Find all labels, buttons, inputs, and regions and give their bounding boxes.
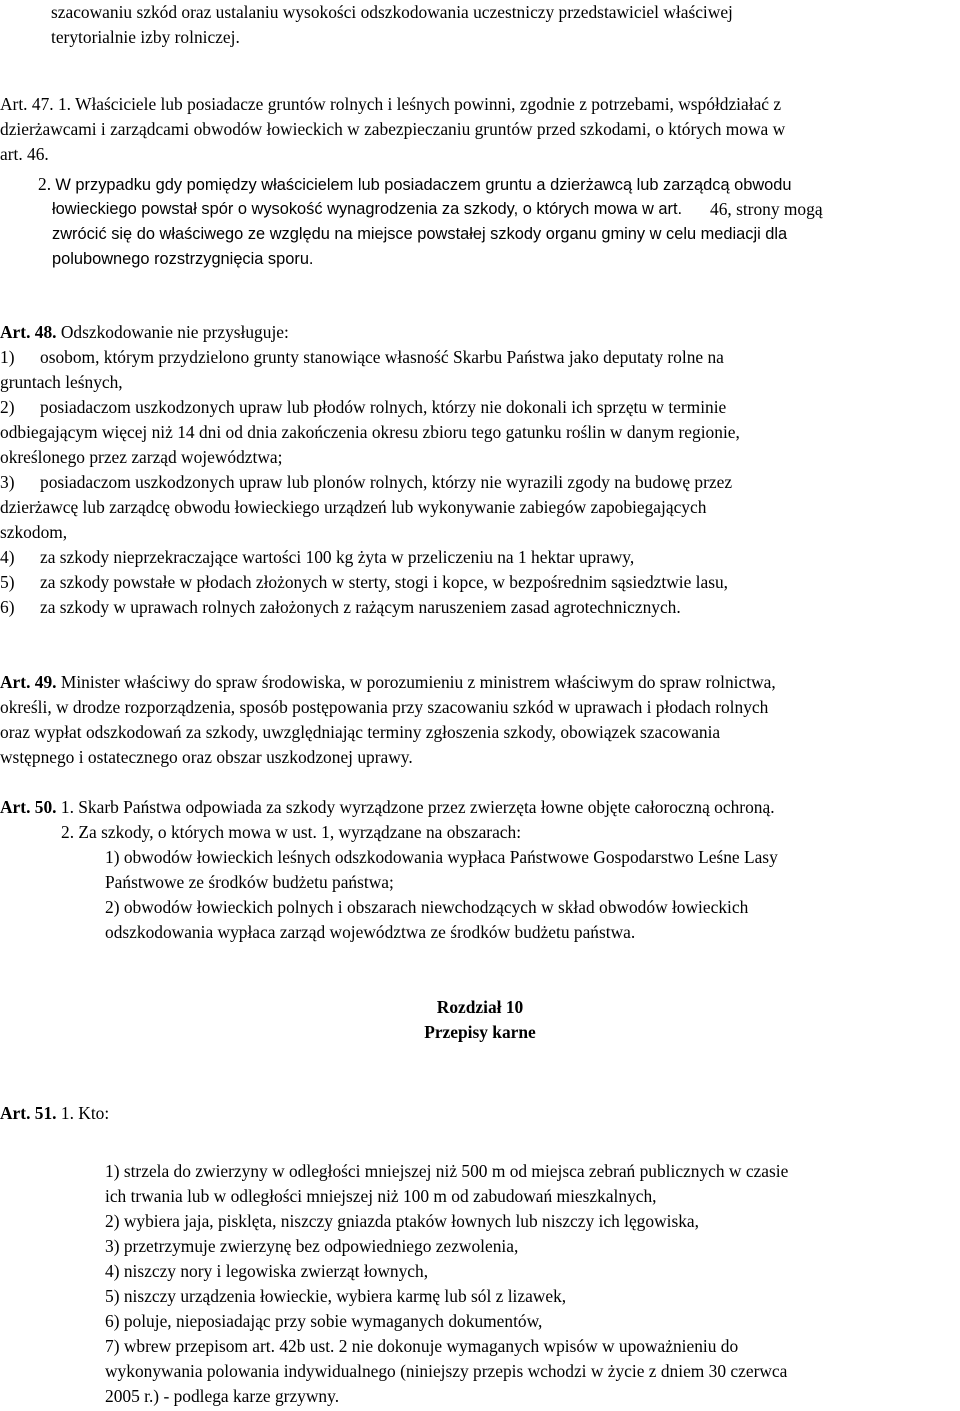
text-line: Państwowe ze środków budżetu państwa; xyxy=(105,872,394,892)
text-line: dzierżawcami i zarządcami obwodów łowieckich w zabezpieczaniu gruntów przed szkodami, o których mowa w xyxy=(0,119,786,139)
list-item: 1) osobom, którym przydzielono grunty stanowiące własność Skarbu Państwa jako deputaty rolne na xyxy=(0,347,724,367)
text-line: 46, strony mogą xyxy=(710,199,823,219)
art50-paragraph-2: 2. Za szkody, o których mowa w ust. 1, wyrządzane na obszarach: xyxy=(61,822,522,842)
text-line: wykonywania polowania indywidualnego (niniejszy przepis wchodzi w życie z dniem 30 czerwca xyxy=(105,1361,788,1381)
art50-paragraph-1: Art. 50. 1. Skarb Państwa odpowiada za szkody wyrządzone przez zwierzęta łowne objęte całoroczną ochroną. xyxy=(0,797,775,817)
list-item: 3) posiadaczom uszkodzonych upraw lub plonów rolnych, którzy nie wyrazili zgody na budowę przez xyxy=(0,472,733,492)
list-item: 6) poluje, nieposiadając przy sobie wymaganych dokumentów, xyxy=(105,1311,543,1331)
list-item: 2) wybiera jaja, pisklęta, niszczy gniazda ptaków łownych lub niszczy ich lęgowiska, xyxy=(105,1211,699,1231)
art48-intro: Art. 48. Odszkodowanie nie przysługuje: xyxy=(0,322,289,342)
list-item: 7) wbrew przepisom art. 42b ust. 2 nie dokonuje wymaganych wpisów w upoważnieniu do xyxy=(105,1336,739,1356)
art50-heading: Art. 50. xyxy=(0,797,57,817)
text-line: odbiegającym więcej niż 14 dni od dnia zakończenia okresu zbioru tego gatunku roślin w danym regionie, xyxy=(0,422,740,442)
intro-line: szacowaniu szkód oraz ustalaniu wysokości odszkodowania uczestniczy przedstawiciel właściwej xyxy=(51,2,733,22)
art47-paragraph-1: Art. 47. 1. Właściciele lub posiadacze gruntów rolnych i leśnych powinni, zgodnie z potrzebami, współdziałać z xyxy=(0,94,782,114)
art48-heading: Art. 48. xyxy=(0,322,57,342)
list-item: 5) niszczy urządzenia łowieckie, wybiera karmę lub sól z lizawek, xyxy=(105,1286,567,1306)
text-line: 2005 r.) - podlega karze grzywny. xyxy=(105,1386,340,1406)
text-line: łowieckiego powstał spór o wysokość wynagrodzenia za szkody, o których mowa w art. xyxy=(52,200,683,218)
text-line: wstępnego i ostatecznego oraz obszar uszkodzonej uprawy. xyxy=(0,747,413,767)
text-line: oraz wypłat odszkodowań za szkody, uwzględniając terminy zgłoszenia szkody, obowiązek szacowania xyxy=(0,722,721,742)
intro-line: terytorialnie izby rolniczej. xyxy=(51,27,240,47)
text-line: określi, w drodze rozporządzenia, sposób postępowania przy szacowaniu szkód w uprawach i płodach rolnych xyxy=(0,697,769,717)
art49-heading: Art. 49. xyxy=(0,672,57,692)
list-item: 6) za szkody w uprawach rolnych założonych z rażącym naruszeniem zasad agrotechnicznych. xyxy=(0,597,681,617)
text-line: odszkodowania wypłaca zarząd województwa ze środków budżetu państwa. xyxy=(105,922,636,942)
art47-heading: Art. 47. 1. xyxy=(0,94,72,114)
chapter-title: Rozdział 10 xyxy=(436,997,524,1017)
text-line: art. 46. xyxy=(0,144,49,164)
text-line: zwrócić się do właściwego ze względu na miejsce powstałej szkody organu gminy w celu mediacji dla xyxy=(52,225,788,243)
text-line: polubownego rozstrzygnięcia sporu. xyxy=(52,250,314,268)
list-item: 3) przetrzymuje zwierzynę bez odpowiedniego zezwolenia, xyxy=(105,1236,519,1256)
paragraph-number: 2. xyxy=(38,174,52,194)
list-item: 2) posiadaczom uszkodzonych upraw lub płodów rolnych, którzy nie dokonali ich sprzętu w terminie xyxy=(0,397,727,417)
list-item: 4) niszczy nory i legowiska zwierząt łownych, xyxy=(105,1261,429,1281)
text-line: określonego przez zarząd województwa; xyxy=(0,447,283,467)
text-line: ich trwania lub w odległości mniejszej niż 100 m od zabudowań mieszkalnych, xyxy=(105,1186,657,1206)
art49-paragraph: Art. 49. Minister właściwy do spraw środowiska, w porozumieniu z ministrem właściwym do spraw rolnictwa, xyxy=(0,672,776,692)
text-line: gruntach leśnych, xyxy=(0,372,123,392)
list-item: 4) za szkody nieprzekraczające wartości 100 kg żyta w przeliczeniu na 1 hektar uprawy, xyxy=(0,547,635,567)
text-line: szkodom, xyxy=(0,522,68,542)
chapter-subtitle: Przepisy karne xyxy=(424,1022,536,1042)
art51-heading: Art. 51. xyxy=(0,1103,57,1123)
art47-paragraph-2: 2. W przypadku gdy pomiędzy właścicielem lub posiadaczem gruntu a dzierżawcą lub zarządcą obwodu xyxy=(38,174,792,194)
list-item: 1) strzela do zwierzyny w odległości mniejszej niż 500 m od miejsca zebrań publicznych w czasie xyxy=(105,1161,789,1181)
list-item: 1) obwodów łowieckich leśnych odszkodowania wypłaca Państwowe Gospodarstwo Leśne Lasy xyxy=(105,847,778,867)
text-line: dzierżawcę lub zarządcę obwodu łowieckiego urządzeń lub wykonywanie zabiegów zapobiegających xyxy=(0,497,707,517)
list-item: 2) obwodów łowieckich polnych i obszarach niewchodzących w skład obwodów łowieckich xyxy=(105,897,749,917)
list-item: 5) za szkody powstałe w płodach złożonych w sterty, stogi i kopce, w bezpośrednim sąsiedztwie lasu, xyxy=(0,572,729,592)
art51-intro: Art. 51. 1. Kto: xyxy=(0,1103,110,1123)
